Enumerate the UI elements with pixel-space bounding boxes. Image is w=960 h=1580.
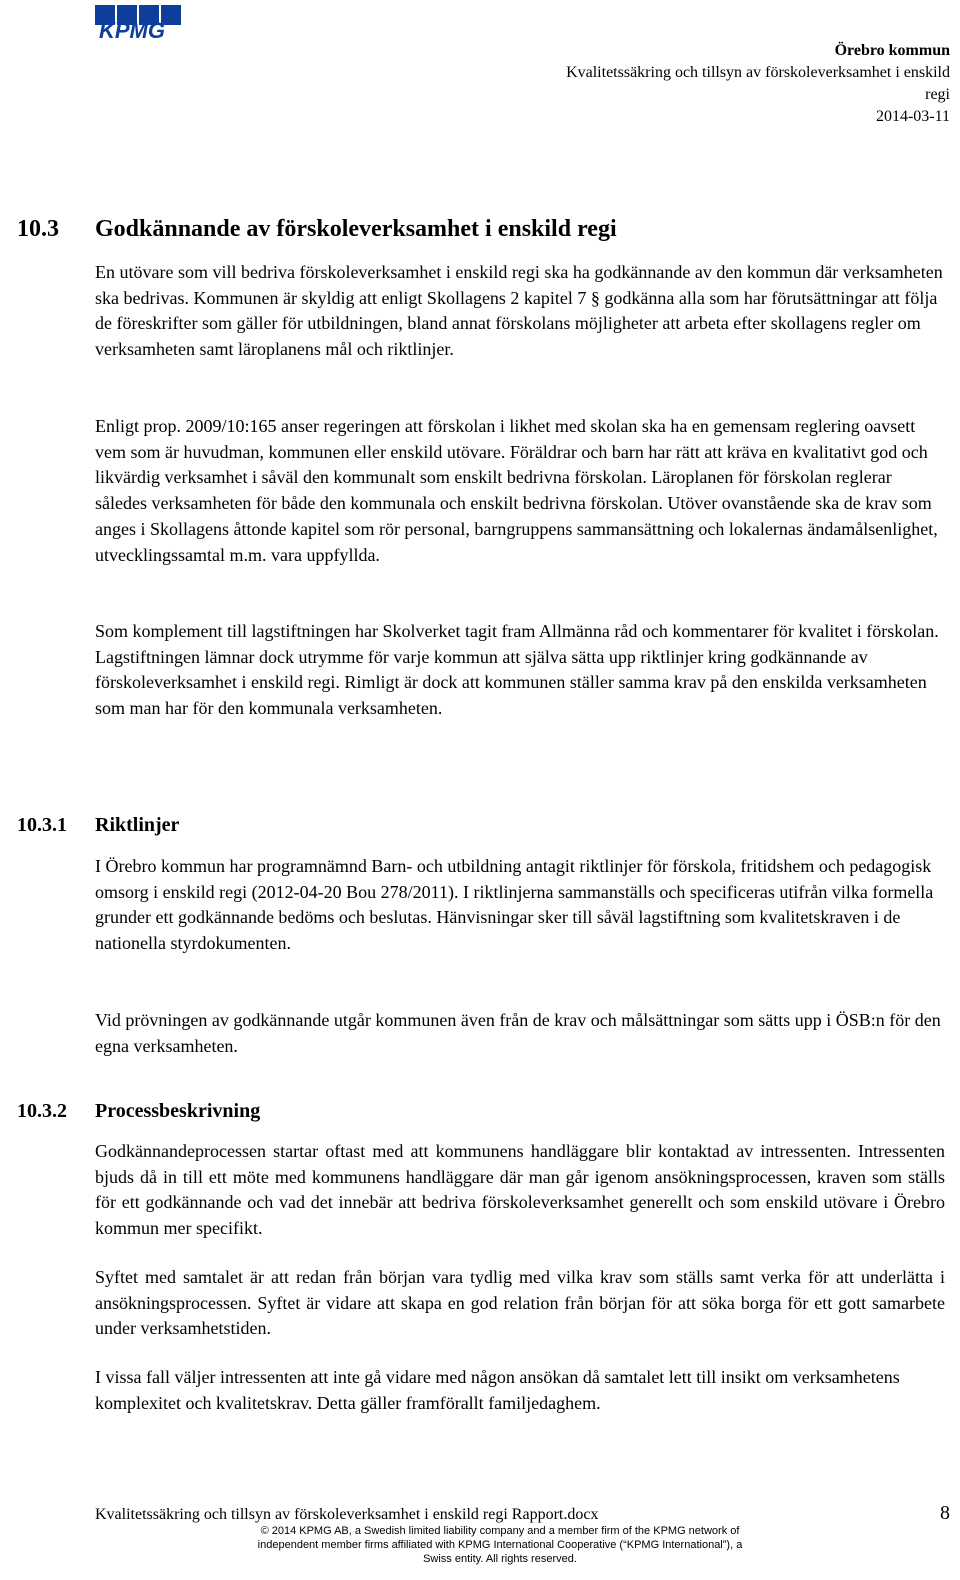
- subsection-heading-riktlinjer: [17, 812, 179, 838]
- section-paragraph-3: Som komplement till lagstiftningen har Skolverket tagit fram Allmänna råd och kommentarer för kvalitet i förskolan. Lagstiftningen lämnar dock utrymme för varje kommun att själva sätta upp riktlinjer kring godkännande av förskoleverksamhet i enskild regi. Rimligt är dock att kommunen ställer samma krav på den enskilda verksamheten som man har för den kommunala verksamheten.: [95, 621, 939, 719]
- section-paragraph-2: Enligt prop. 2009/10:165 anser regeringen att förskolan i likhet med skolan ska ha en gemensam reglering oavsett vem som är huvudman, kommunen eller enskild utövare. Föräldrar och barn har rätt att kräva en kvalitativt god och likvärdig verksamhet i såväl den kommunalt som enskilt bedrivna förskolan. Läroplanen för förskolan reglerar således verksamheten för både den kommunala och enskilt bedrivna förskolan. Utöver ovanstående ska de krav som anges i Skollagens åttonde kapitel som rör personal, barngruppens sammansättning och lokalernas ändamålsenlighet, utvecklingssamtal m.m. vara uppfyllda.: [95, 416, 938, 565]
- page-number: 8: [940, 1502, 950, 1524]
- process-paragraph-2: Syftet med samtalet är att redan från början vara tydlig med vilka krav som ställs samt verka för att underlätta i ansökningsprocessen. Syftet är vidare att skapa en god relation från början för att söka borga för ett gott samarbete under verksamhetstiden.: [95, 1267, 945, 1339]
- section-heading: [17, 214, 617, 244]
- page-header: [550, 40, 950, 128]
- subsection-number: 10.3.2: [17, 1100, 67, 1122]
- footer-document-name: Kvalitetssäkring och tillsyn av förskoleverksamhet i enskild regi Rapport.docx: [95, 1506, 599, 1523]
- header-report-title: Kvalitetssäkring och tillsyn av förskoleverksamhet i enskild regi: [566, 64, 950, 103]
- footer-copyright: © 2014 KPMG AB, a Swedish limited liability company and a member firm of the KPMG network of independent member firms affiliated with KPMG International Cooperative (“KPMG International”), a Swiss entity. All rights reserved.: [257, 1525, 743, 1565]
- section-paragraph-1: En utövare som vill bedriva förskoleverksamhet i enskild regi ska ha godkännande av den kommun där verksamheten ska bedrivas. Kommunen är skyldig att enligt Skollagens 2 kapitel 7 § godkänna alla som har förutsättningar att följa de föreskrifter som gäller för utbildningen, bland annat förskolans möjligheter att arbeta efter skollagens regler om verksamheten samt läroplanens mål och riktlinjer.: [95, 262, 943, 360]
- subsection-number: 10.3.1: [17, 814, 67, 836]
- kpmg-logo-graphic: [95, 5, 183, 41]
- process-paragraph-1: Godkännandeprocessen startar oftast med att kommunens handläggare blir kontaktad av intressenten. Intressenten bjuds då in till ett möte med kommunens handläggare där man går igenom ansökningsprocessen, kraven som ställs för ett godkännande och vad det innebär att bedriva förskoleverksamhet generellt och som enskild utövare i Örebro kommun mer specifikt.: [95, 1141, 945, 1239]
- section-number: 10.3: [17, 216, 59, 242]
- header-date: 2014-03-11: [875, 108, 950, 125]
- header-organization: Örebro kommun: [834, 42, 950, 59]
- riktlinjer-paragraph-1: I Örebro kommun har programnämnd Barn- och utbildning antagit riktlinjer för förskola, fritidshem och pedagogisk omsorg i enskild regi (2012-04-20 Bou 278/2011). I riktlinjerna sammanställs och specificeras utifrån vilka formella grunder ett godkännande bedöms och beslutas. Hänvisningar sker till såväl lagstiftning som kvalitetskraven i de nationella styrdokumenten.: [95, 856, 934, 954]
- subsection-title: Riktlinjer: [95, 814, 180, 836]
- subsection-title: Processbeskrivning: [95, 1100, 261, 1122]
- subsection-heading-process: [17, 1098, 260, 1124]
- section-title: Godkännande av förskoleverksamhet i enskild regi: [95, 216, 617, 242]
- svg-text:KPMG: KPMG: [99, 18, 165, 41]
- kpmg-logo: [95, 5, 183, 41]
- process-paragraph-3: I vissa fall väljer intressenten att inte gå vidare med någon ansökan då samtalet lett till insikt om verksamhetens komplexitet och kvalitetskrav. Detta gäller framförallt familjedaghem.: [95, 1367, 900, 1413]
- riktlinjer-paragraph-2: Vid prövningen av godkännande utgår kommunen även från de krav och målsättningar som sätts upp i ÖSB:n för den egna verksamheten.: [95, 1010, 941, 1056]
